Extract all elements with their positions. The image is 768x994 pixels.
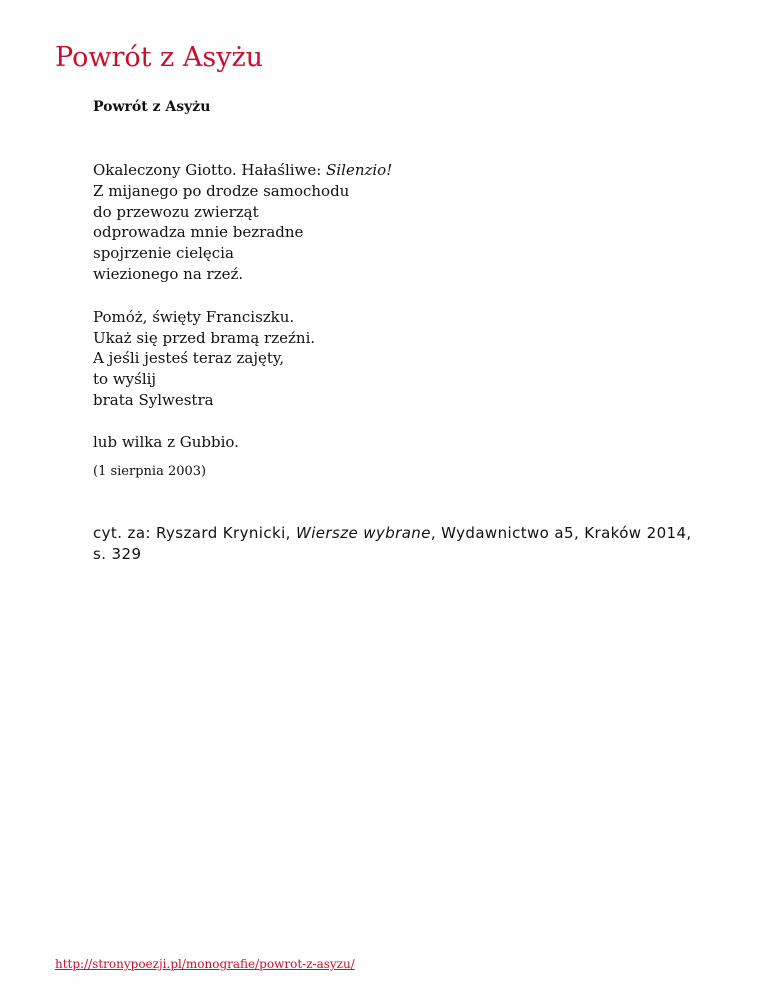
stanza-3 bbox=[93, 432, 713, 453]
poem-title: Powrót z Asyżu bbox=[93, 99, 211, 115]
stanza-1 bbox=[93, 160, 713, 285]
source-link[interactable]: http://stronypoezji.pl/monografie/powrot-z-asyzu/ bbox=[55, 957, 355, 971]
page-title: Powrót z Asyżu bbox=[55, 42, 264, 73]
poem-line: do przewozu zwierząt bbox=[93, 202, 259, 221]
poem-line: Ukaż się przed bramą rzeźni. bbox=[93, 328, 316, 347]
poem-content bbox=[93, 96, 713, 565]
citation bbox=[93, 523, 693, 565]
poem-date: (1 sierpnia 2003) bbox=[93, 463, 207, 479]
poem-line: Z mijanego po drodze samochodu bbox=[93, 181, 350, 200]
poem-line: lub wilka z Gubbio. bbox=[93, 432, 239, 451]
citation-suffix: , Wydawnictwo a5, Kraków 2014, s. 329 bbox=[93, 523, 692, 563]
poem-line: A jeśli jesteś teraz zajęty, bbox=[93, 349, 285, 368]
citation-prefix: cyt. za: Ryszard Krynicki, bbox=[93, 523, 296, 542]
poem-line: wiezionego na rzeź. bbox=[93, 264, 244, 283]
poem-line: odprowadza mnie bezradne bbox=[93, 223, 304, 242]
poem-line: spojrzenie cielęcia bbox=[93, 244, 234, 263]
poem-line-text: Okaleczony Giotto. Hałaśliwe: bbox=[93, 161, 327, 179]
stanza-2 bbox=[93, 307, 713, 411]
poem-line: Pomóż, święty Franciszku. bbox=[93, 307, 295, 326]
poem-line: brata Sylwestra bbox=[93, 390, 214, 409]
poem-line: to wyślij bbox=[93, 370, 157, 389]
poem-line-italic: Silenzio! bbox=[326, 161, 393, 179]
poem-line bbox=[93, 160, 713, 181]
citation-book-title: Wiersze wybrane bbox=[295, 523, 431, 542]
